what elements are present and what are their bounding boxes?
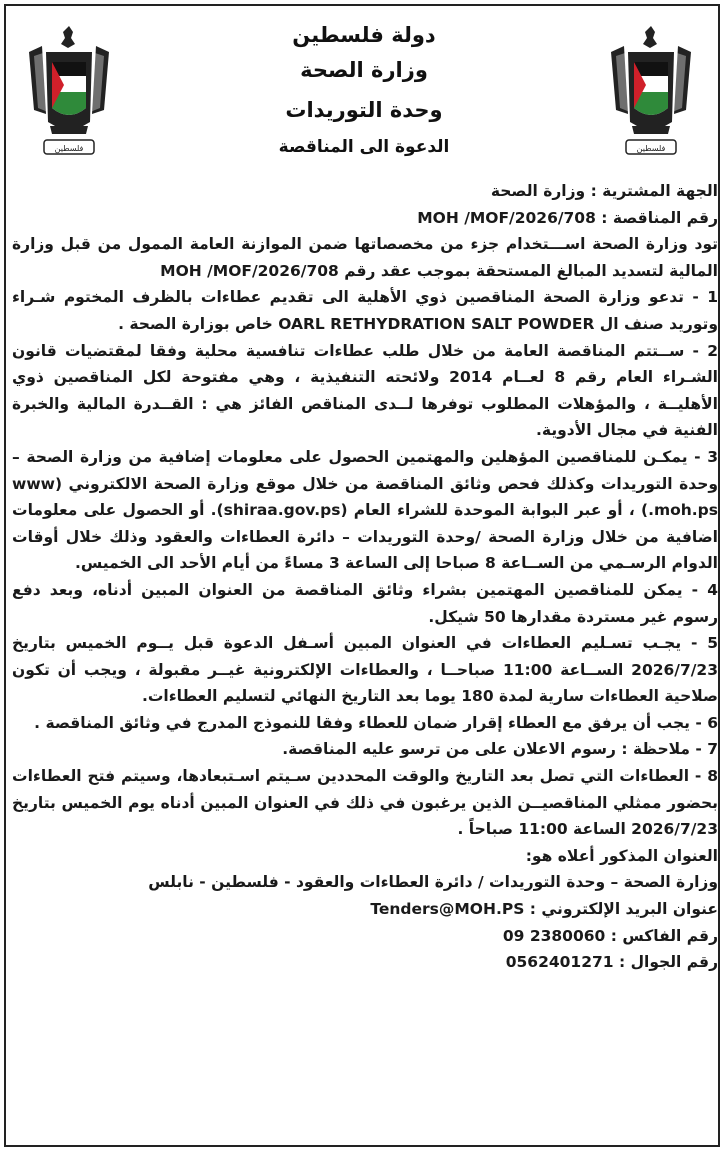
mobile-number: 0562401271 — [505, 953, 614, 972]
tender-number-label: رقم المناقصة : — [601, 208, 718, 227]
clause-6: 6 - يجب أن يرفق مع العطاء إقرار ضمان للعطاء وفقا للنموذج المدرج في وثائق المناقصة . — [34, 713, 718, 732]
clause-1: 1 - تدعو وزارة الصحة المناقصين ذوي الأهلية الى تقديم عطاءات بالظرف المختوم شـراء وتوريد صنف ال OARL RETHYDRATION SALT POWDER خاص بوزارة الصحة . — [12, 288, 718, 333]
announcement-header — [0, 0, 728, 170]
unit-title: وحدة التوريدات — [285, 98, 443, 122]
email-label: عنوان البريد الإلكتروني : — [529, 900, 718, 919]
palestine-eagle-emblem — [24, 22, 114, 162]
intro-paragraph: تود وزارة الصحة اســـتخدام جزء من مخصصاتها ضمن الموازنة العامة الممول من قبل وزارة المالية لتسديد المبالغ المستحقة بموجب عقد رقم MOH /MOF/2026/708 — [12, 235, 718, 280]
tender-number: MOH /MOF/2026/708 — [417, 208, 596, 227]
fax-row — [12, 923, 718, 950]
tender-body — [12, 178, 718, 976]
address-block — [12, 843, 718, 976]
invitation-title: الدعوة الى المناقصة — [278, 137, 450, 157]
state-title: دولة فلسطين — [292, 23, 436, 47]
tender-number-line — [12, 205, 718, 232]
address-line: وزارة الصحة – وحدة التوريدات / دائرة العطاءات والعقود - فلسطين - نابلس — [148, 873, 718, 892]
email-link[interactable]: Tenders@MOH.PS — [370, 900, 525, 919]
mobile-row — [12, 949, 718, 976]
clause-3: 3 - يمكـن للمناقصين المؤهلين والمهتمين الحصول على معلومات إضافية من وزارة الصحة – وحدة التوريدات وكذلك فحص وثائق المناقصة من خلال موقع وزارة الصحة الالكتروني (www .moh.ps) ، أو عبر البوابة الموحدة للشراء العام (shiraa.gov.ps). أو الحصول على معلومات اضافية من خلال وزارة الصحة /وحدة التوريدات – دائرة العطاءات والعقود وذلك خلال أوقات الدوام الرسـمي من الســاعة 8 صباحا إلى الساعة 3 مساءً من أيام الأحد الى الخميس. — [12, 447, 718, 573]
header-titles — [200, 20, 528, 164]
purchaser-line: الجهة المشترية : وزارة الصحة — [490, 182, 718, 200]
address-heading: العنوان المذكور أعلاه هو: — [525, 846, 718, 865]
clause-4: 4 - يمكن للمناقصين المهتمين بشراء وثائق المناقصة من العنوان المبين أدناه، وبعد دفع رسوم غير مستردة مقدارها 50 شيكل. — [12, 580, 718, 626]
fax-label: رقم الفاكس : — [610, 926, 718, 945]
ministry-title: وزارة الصحة — [300, 58, 428, 82]
svg-text:فلسطين: فلسطين — [54, 144, 84, 153]
fax-number: 09 2380060 — [502, 926, 606, 945]
mobile-label: رقم الجوال : — [618, 953, 718, 972]
clause-5: 5 - يجـب تسـليم العطاءات في العنوان المبين أسـفل الدعوة قبل يــوم الخميس بتاريخ 2026/7/23 الســاعة 11:00 صباحــا ، والعطاءات الإلكترونية غيــر مقبولة ، ويجب أن تكون صلاحية العطاءات سارية لمدة 180 يوما بعد التاريخ النهائي لتسليم العطاءات. — [12, 634, 718, 706]
clause-2: 2 - ســتتم المناقصة العامة من خلال طلب عطاءات تنافسية محلية وفقا لمقتضيات قانون الشـراء العام رقم 8 لعــام 2014 ولائحته التنفيذية ، وهي مفتوحة لكل المناقصين ذوي الأهليــة ، والمؤهلات المطلوب توفرها لــدى المناقص الفائز هي : القــدرة المالية والخبرة الفنية في مجال الأدوية. — [12, 341, 718, 440]
clause-8: 8 - العطاءات التي تصل بعد التاريخ والوقت المحددين سـيتم اسـتبعادها، وسيتم فتح العطاءات بحضور ممثلي المناقصيــن الذين يرغبون في ذلك في العنوان المبين أدناه يوم الخميس بتاريخ 2026/7/23 الساعة 11:00 صباحاً . — [12, 767, 718, 839]
email-row — [12, 896, 718, 923]
svg-text:فلسطين: فلسطين — [636, 144, 666, 153]
clause-7: 7 - ملاحظة : رسوم الاعلان على من ترسو عليه المناقصة. — [282, 740, 718, 759]
palestine-eagle-emblem — [606, 22, 696, 162]
